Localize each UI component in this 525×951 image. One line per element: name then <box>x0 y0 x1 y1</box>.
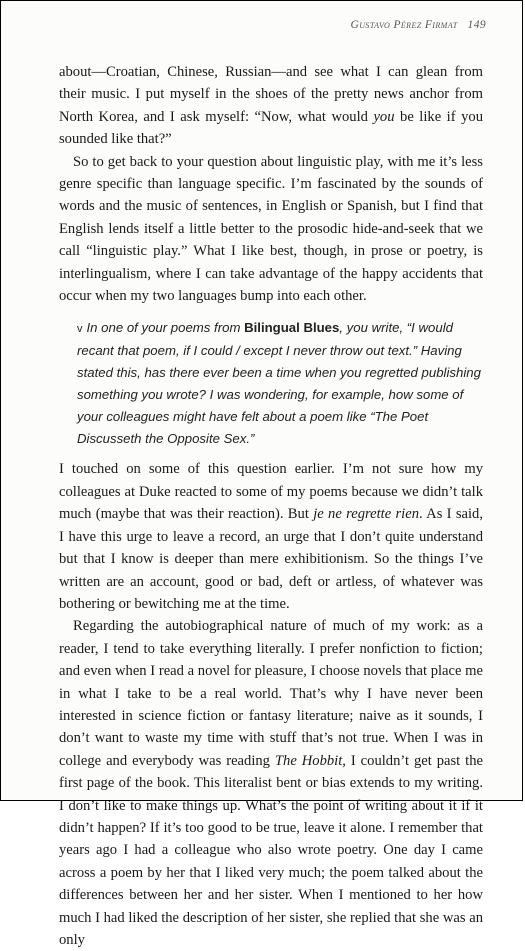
paragraph-4 <box>59 615 483 951</box>
paragraph-2: So to get back to your question about linguistic play, with me it’s less genre specific than language specific. I’m fascinated by the sounds of words and the music of sentences, in English or Spanish, but I find that English lends itself a little better to the prosodic hide-and-seek that we call “linguistic play.” What I like best, though, in prose or poetry, is interlingualism, where I can take advantage of the happy accidents that occur when my two languages bump into each other. <box>59 153 483 305</box>
page-number: 149 <box>467 19 486 31</box>
paragraph-1 <box>59 61 483 151</box>
question-book-title: Bilingual Blues <box>244 320 340 336</box>
paragraph-3-start: I touched on some of this question earlier. I’m not sure how my colleagues at Duke reacted to some of my poems because we didn’t talk much (maybe that was their reaction). But <box>59 461 483 523</box>
paragraph-3-end: . As I said, I have this urge to leave a record, an urge that I don’t quite understand but that I know is deeper than mere exhibitionism. So the things I’ve written are an account, good or bad, deft or artless, of whatever was bothering or bewitching me at the time. <box>59 506 483 612</box>
paragraph-3-emphasis: je ne regrette rien <box>313 506 420 523</box>
running-head-author: Gustavo Pérez Firmat <box>350 19 458 31</box>
page-body <box>59 61 483 951</box>
paragraph-4-start: Regarding the autobiographical nature of much of my work: as a reader, I tend to take everything literally. I prefer nonfiction to fiction; and even when I read a novel for pleasure, I choose novels that place me in what I take to be a real world. That’s why I have never been interested in science fiction or fantasy literature; naive as it sounds, I don’t want to waste my time with stuff that’s not true. When I was in college and everybody was reading <box>59 618 483 769</box>
paragraph-4-book-title: The Hobbit <box>274 752 343 769</box>
paragraph-1-emphasis: you <box>373 108 395 125</box>
paragraph-1-end: be like if you sounded like that?” <box>59 108 483 148</box>
question-end: , you write, “I would recant that poem, if I could / except I never throw out text.” Having stated this, has there ever been a time when you regretted publishing something you wrote? I was wondering, for example, how some of your colleagues might have felt about a poem like “The Poet Discusseth the Opposite Sex.” <box>77 320 481 447</box>
paragraph-1-text: about—Croatian, Chinese, Russian—and see what I can glean from their music. I put myself in the shoes of the pretty news anchor from North Korea, and I ask myself: “Now, what would <box>59 64 483 125</box>
paragraph-4-end: , I couldn’t get past the first page of the book. This literalist bent or bias extends to my writing. I don’t like to make things up. What’s the point of writing about it if it didn’t happen? If it’s too good to be true, leave it alone. I remember that years ago I had a colleague who also wrote poetry. One day I came across a poem by her that I liked very much; the poem talked about the differences between her and her sister. When I mentioned to her how much I had liked the description of her sister, she replied that she was an only <box>59 752 483 948</box>
paragraph-3 <box>59 458 483 615</box>
question-marker: v <box>77 323 83 336</box>
question-start: In one of your poems from <box>86 320 245 336</box>
interview-question <box>77 317 483 450</box>
running-head <box>351 19 486 31</box>
